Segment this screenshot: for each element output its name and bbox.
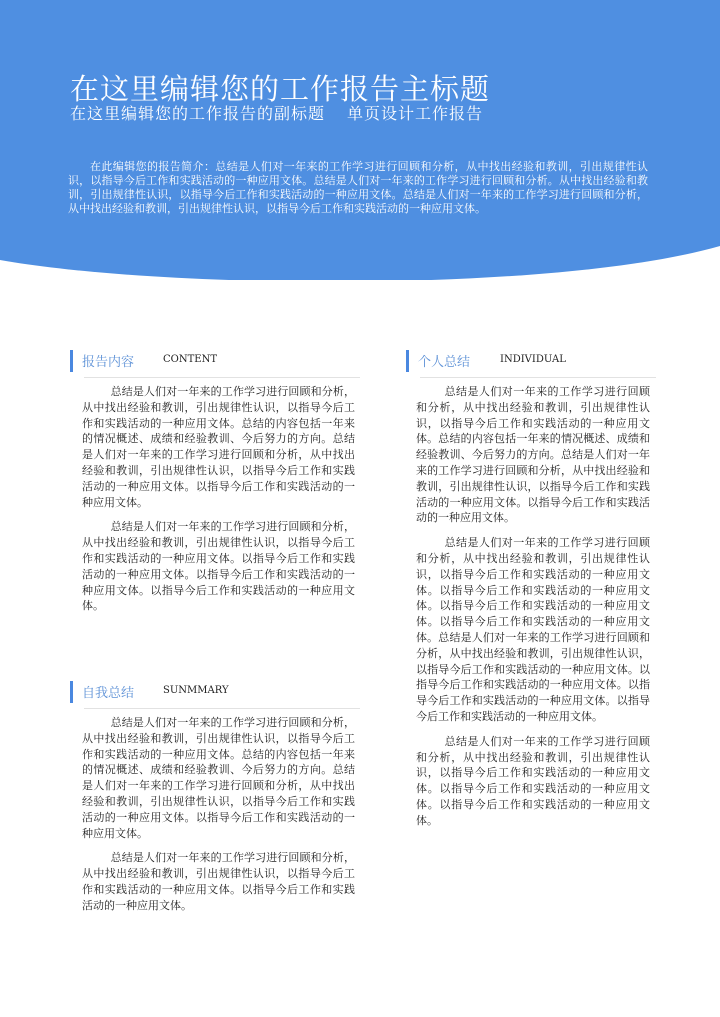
paragraph: 总结是人们对一年来的工作学习进行回顾和分析，从中找出经验和教训，引出规律性认识，以指导今后工作和实践活动的一种应用文体。总结的内容包括一年来的情况概述、成绩和经验教训、今后努力的方向。总结是人们对一年来的工作学习进行回顾和分析，从中找出经验和教训，引出规律性认识，以指导今后工作和实践活动的一种应用文体。以指导今后工作和实践活动的一种应用文体。 xyxy=(416,385,650,525)
section-body-summary xyxy=(82,715,355,923)
paragraph: 总结是人们对一年来的工作学习进行回顾和分析，从中找出经验和教训，引出规律性认识，以指导今后工作和实践活动的一种应用文体。总结的内容包括一年来的情况概述、成绩和经验教训、今后努力的方向。总结是人们对一年来的工作学习进行回顾和分析，从中找出经验和教训，引出规律性认识，以指导今后工作和实践活动的一种应用文体。以指导今后工作和实践活动的一种应用文体。 xyxy=(82,385,355,509)
section-title-en: INDIVIDUAL xyxy=(500,354,566,365)
section-header-summary xyxy=(70,681,360,703)
section-body-individual xyxy=(416,384,650,838)
header-wave-background xyxy=(0,0,720,280)
section-header-content xyxy=(70,350,360,372)
main-title: 在这里编辑您的工作报告主标题 xyxy=(70,72,491,107)
accent-bar xyxy=(70,681,73,703)
sub-title-text: 在这里编辑您的工作报告的副标题 xyxy=(70,104,326,123)
paragraph: 总结是人们对一年来的工作学习进行回顾和分析，从中找出经验和教训，引出规律性认识，以指导今后工作和实践活动的一种应用文体。以指导今后工作和实践活动的一种应用文体。以指导今后工作和实践活动的一种应用文体。以指导今后工作和实践活动的一种应用文体。 xyxy=(82,520,355,613)
section-header-individual xyxy=(406,350,656,372)
section-title-cn: 个人总结 xyxy=(418,355,471,370)
section-body-content xyxy=(82,384,355,623)
report-intro: 在此编辑您的报告简介：总结是人们对一年来的工作学习进行回顾和分析，从中找出经验和教训，引出规律性认识，以指导今后工作和实践活动的一种应用文体。总结是人们对一年来的工作学习进行回顾和分析。从中找出经验和教训，引出规律性认识，以指导今后工作和实践活动的一种应用文体。总结是人们对一年来的工作学习进行回顾和分析，从中找出经验和教训，引出规律性认识，以指导今后工作和实践活动的一种应用文体。 xyxy=(68,160,648,215)
paragraph: 总结是人们对一年来的工作学习进行回顾和分析，从中找出经验和教训，引出规律性认识，以指导今后工作和实践活动的一种应用文体。以指导今后工作和实践活动的一种应用文体。以指导今后工作和实践活动的一种应用文体。 xyxy=(416,734,650,827)
paragraph: 总结是人们对一年来的工作学习进行回顾和分析，从中找出经验和教训，引出规律性认识，以指导今后工作和实践活动的一种应用文体。总结的内容包括一年来的情况概述、成绩和经验教训、今后努力的方向。总结是人们对一年来的工作学习进行回顾和分析，从中找出经验和教训，引出规律性认识，以指导今后工作和实践活动的一种应用文体。以指导今后工作和实践活动的一种应用文体。 xyxy=(82,716,355,840)
divider xyxy=(84,708,360,709)
sub-title-tag: 单页设计工作报告 xyxy=(347,104,484,123)
section-title-cn: 自我总结 xyxy=(82,686,135,701)
sub-title xyxy=(70,101,483,124)
accent-bar xyxy=(70,350,73,372)
paragraph: 总结是人们对一年来的工作学习进行回顾和分析，从中找出经验和教训，引出规律性认识，以指导今后工作和实践活动的一种应用文体。以指导今后工作和实践活动的一种应用文体。 xyxy=(82,851,355,912)
section-title-en: SUNMMARY xyxy=(163,685,229,696)
paragraph: 总结是人们对一年来的工作学习进行回顾和分析，从中找出经验和教训，引出规律性认识，以指导今后工作和实践活动的一种应用文体。以指导今后工作和实践活动的一种应用文体。以指导今后工作和实践活动的一种应用文体。以指导今后工作和实践活动的一种应用文体。总结是人们对一年来的工作学习进行回顾和分析，从中找出经验和教训，引出规律性认识，以指导今后工作和实践活动的一种应用文体。以指导今后工作和实践活动的一种应用文体。以指导今后工作和实践活动的一种应用文体。以指导今后工作和实践活动的一种应用文体。 xyxy=(416,536,650,723)
accent-bar xyxy=(406,350,409,372)
section-title-en: CONTENT xyxy=(163,354,217,365)
divider xyxy=(84,377,360,378)
divider xyxy=(420,377,656,378)
section-title-cn: 报告内容 xyxy=(82,355,135,370)
